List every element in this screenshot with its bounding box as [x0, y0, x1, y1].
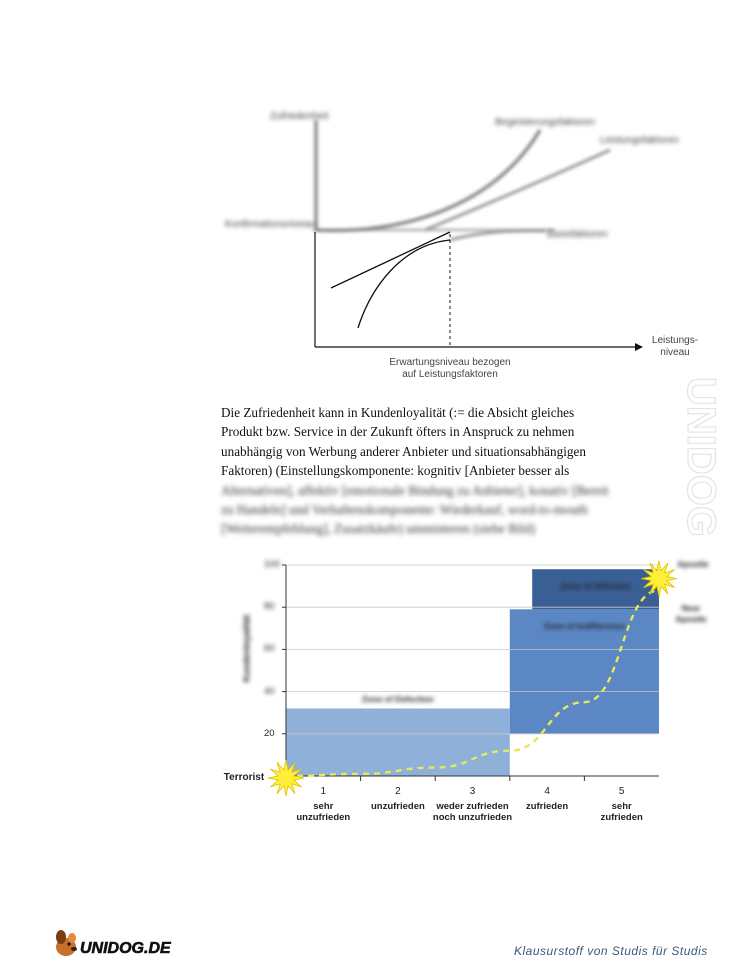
paragraph-line: Die Zufriedenheit kann in Kundenloyalität (:= die Absicht gleiches: [221, 405, 575, 420]
dog-icon: [56, 930, 77, 956]
zone-label: Zone of Indifference: [543, 621, 625, 632]
y-tick-label: 80: [264, 601, 275, 613]
satisfaction-model-figure: [225, 95, 715, 395]
category-number: 5: [618, 786, 625, 797]
y-axis-label: Kundenloyalität: [241, 615, 252, 683]
category-label: sehr unzufrieden: [296, 801, 351, 823]
upper-blurred-region: [313, 120, 610, 240]
zone-rect: [286, 708, 510, 776]
category-label: sehr zufrieden: [600, 801, 643, 823]
basis-label: Basisfaktoren: [547, 229, 608, 240]
unidog-watermark: [630, 372, 720, 572]
paragraph-line-blurred: Alternativen], affektiv [emotionale Bindung zu Anbieter], konativ [Bereit: [221, 482, 609, 498]
leistung-label: Leistungsfaktoren: [600, 135, 679, 146]
category-label: weder zufrieden noch unzufrieden: [432, 801, 513, 823]
loyalty-zones-chart: [222, 555, 709, 835]
near-apostle-label: Near Apostle: [675, 603, 707, 625]
category-label: unzufrieden: [370, 801, 425, 812]
paragraph-line: unabhängig von Werbung anderer Anbieter und situationsabhängigen: [221, 443, 586, 459]
zone-label: Zone of Defection: [362, 694, 434, 705]
paragraph-line-blurred: [Weiterempfehlung], Zusatzkäufe) umminteren (siehe Bild): [221, 521, 536, 537]
unidog-logo: [52, 925, 182, 961]
category-number: 1: [320, 786, 327, 797]
begeisterung-label: Begeisterungsfaktoren: [495, 117, 596, 128]
watermark-text: UNIDOG: [679, 377, 720, 537]
paragraph-line: Produkt bzw. Service in der Zukunft öfters in Anspruck zu nehmen: [221, 424, 575, 440]
watermark-svg: [630, 372, 720, 572]
footer-tagline: Klausurstoff von Studis für Studis: [514, 944, 708, 958]
terrorist-label: Terrorist: [223, 772, 265, 783]
y-tick-label: 60: [264, 643, 275, 655]
y-axis-label: Zufriedenheit: [270, 111, 329, 122]
paragraph-line-blurred: zu Handeln] und Verhaltenskomponente: Wiederkauf, word-to-mouth: [221, 502, 588, 518]
category-number: 2: [395, 786, 401, 797]
y-tick-label: 100: [264, 559, 280, 570]
apostle-label: Apostle: [677, 559, 709, 569]
category-label: zufrieden: [525, 801, 569, 812]
body-paragraph: [221, 403, 641, 539]
leistung-curve: [331, 232, 450, 288]
x-axis-arrow: [635, 343, 643, 351]
category-number: 3: [469, 786, 476, 797]
logo-svg: [52, 925, 182, 961]
expectation-label: Erwartungsniveau bezogen auf Leistungsfaktoren: [389, 357, 511, 380]
category-number: 4: [544, 786, 550, 797]
paragraph-line: Faktoren) (Einstellungskomponente: kognitiv [Anbieter besser als: [221, 463, 570, 479]
logo-text: UNIDOG.DE: [80, 940, 171, 957]
y-tick-label: 40: [264, 685, 275, 697]
y-tick-label: 20: [264, 727, 275, 739]
x-axis-label: Leistungs- niveau: [651, 335, 699, 358]
zone-label: Zone of Affection: [560, 581, 631, 592]
baseline-label: Konfirmationsniveau: [225, 219, 316, 230]
